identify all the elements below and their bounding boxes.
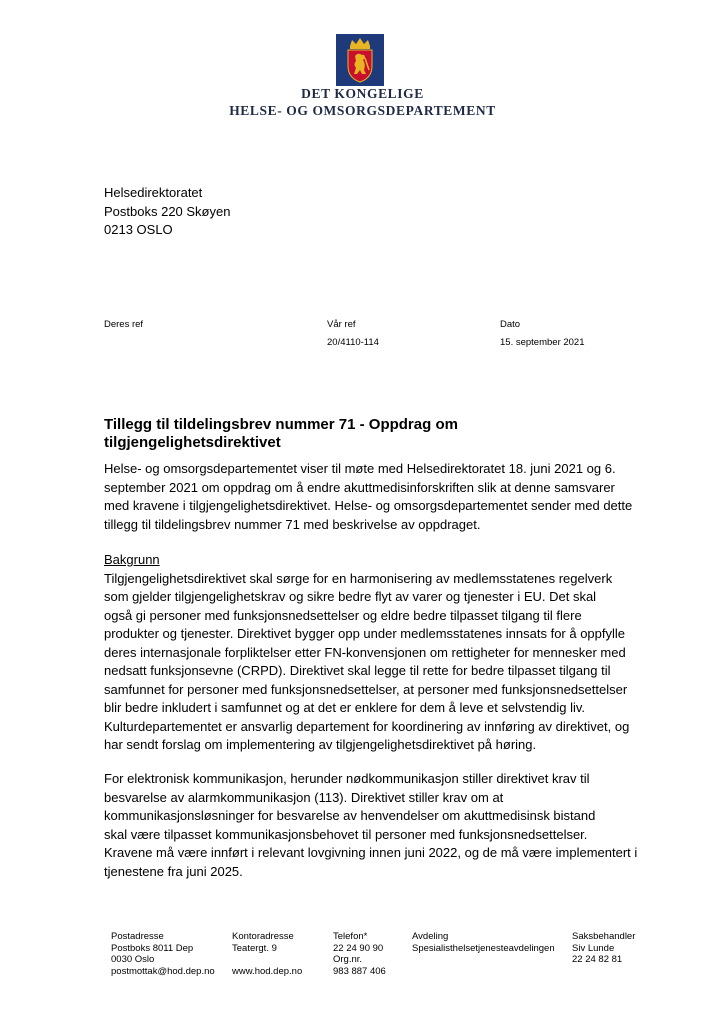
text-line: tjenestene fra juni 2025. <box>104 863 243 879</box>
text-line: tillegg til tildelingsbrev nummer 71 med beskrivelse av oppdraget. <box>104 516 481 532</box>
footer-email: postmottak@hod.dep.no <box>111 965 215 977</box>
footer-value: 22 24 90 90 <box>333 942 384 954</box>
ministry-wordmark-line1: DET KONGELIGE <box>301 86 424 101</box>
background-section <box>104 551 664 755</box>
recipient-line: Helsedirektoratet <box>104 185 203 200</box>
footer-value <box>232 954 302 966</box>
text-line: Kravene må være innført i relevant lovgivning innen juni 2022, og de må være implementert i <box>104 845 638 860</box>
footer-heading: Avdeling <box>412 931 449 942</box>
text-line: Kulturdepartementet er ansvarlig departement for koordinering av innføring av direktivet, og <box>104 718 630 734</box>
deres-ref-label: Deres ref <box>104 319 144 330</box>
footer-postadresse <box>111 931 215 977</box>
text-line: kommunikasjonsløsninger for besvarelse av henvendelser om akuttmedisinsk bistand <box>104 808 596 823</box>
footer-heading: Saksbehandler <box>572 931 636 942</box>
footer-value: Spesialisthelsetjenesteavdelingen <box>412 942 555 954</box>
text-line: skal være tilpasset kommunikasjonsbehovet til personer med funksjonsnedsettelser. <box>104 826 588 842</box>
norwegian-coat-of-arms-icon <box>336 34 384 86</box>
footer-value: Teatergt. 9 <box>232 942 277 954</box>
text-line: produkter og tjenester. Direktivet bygger opp under medlemsstatenes innsats for å oppfylle <box>104 626 626 641</box>
footer-website: www.hod.dep.no <box>232 965 303 977</box>
electronic-paragraph <box>104 770 664 881</box>
letter-title <box>104 416 624 452</box>
footer-telefon <box>333 931 386 977</box>
recipient-line: 0213 OSLO <box>104 222 173 237</box>
title-line: tilgjengelighetsdirektivet <box>104 434 281 451</box>
ministry-wordmark-line2: HELSE- OG OMSORGSDEPARTEMENT <box>229 103 496 118</box>
text-line: med kravene i tilgjengelighetsdirektivet. Helse- og omsorgsdepartementet sender med dette <box>104 498 633 513</box>
var-ref-label: Vår ref <box>327 319 356 330</box>
footer-heading: Telefon* <box>333 931 368 942</box>
footer-value: 22 24 82 81 <box>572 954 623 965</box>
footer-value: 0030 Oslo <box>111 954 155 965</box>
var-ref-value: 20/4110-114 <box>327 337 379 348</box>
text-line: blir bedre inkludert i samfunnet og at det er enklere for dem å leve et selvstendig liv. <box>104 700 586 715</box>
text-line: har sendt forslag om implementering av tilgjengelighetsdirektivet på høring. <box>104 737 537 752</box>
footer-kontoradresse <box>232 931 302 977</box>
recipient-address <box>104 184 230 240</box>
footer-value: Org.nr. <box>333 954 363 965</box>
section-heading: Bakgrunn <box>104 552 160 567</box>
recipient-line: Postboks 220 Skøyen <box>104 203 231 219</box>
footer-avdeling <box>412 931 555 954</box>
text-line: For elektronisk kommunikasjon, herunder nødkommunikasjon stiller direktivet krav til <box>104 771 590 786</box>
footer-value: Postboks 8011 Dep <box>111 942 194 954</box>
text-line: Helse- og omsorgsdepartementet viser til møte med Helsedirektoratet 18. juni 2021 og 6. <box>104 461 616 476</box>
text-line: september 2021 om oppdrag om å endre akuttmedisinforskriften slik at denne samsvarer <box>104 479 615 495</box>
footer-saksbehandler <box>572 931 635 966</box>
intro-paragraph <box>104 460 664 534</box>
text-line: som gjelder tilgjengelighetskrav og sikre bedre flyt av varer og tjenester i EU. Det skal <box>104 589 597 604</box>
footer-heading: Postadresse <box>111 931 164 942</box>
text-line: Tilgjengelighetsdirektivet skal sørge for en harmonisering av medlemsstatenes regelverk <box>104 570 613 586</box>
title-line: Tillegg til tildelingsbrev nummer 71 - Oppdrag om <box>104 416 458 433</box>
footer-value: Siv Lunde <box>572 942 615 954</box>
text-line: besvarelse av alarmkommunikasjon (113). Direktivet stiller krav om at <box>104 789 504 805</box>
text-line: samfunnet for personer med funksjonsnedsettelser, at personer med funksjonsnedsettelser <box>104 681 628 697</box>
footer-heading: Kontoradresse <box>232 931 294 942</box>
dato-value: 15. september 2021 <box>500 337 585 348</box>
text-line: nedsatt funksjonsevne (CRPD). Direktivet skal legge til rette for bedre tilpasset tilgang til <box>104 663 611 678</box>
text-line: deres internasjonale forpliktelser etter FN-konvensjonen om rettigheter for mennesker med <box>104 644 626 660</box>
dato-label: Dato <box>500 319 521 330</box>
footer-value: 983 887 406 <box>333 965 386 977</box>
text-line: også gi personer med funksjonsnedsettelser og eldre bedre tilpasset tilgang til flere <box>104 607 582 623</box>
